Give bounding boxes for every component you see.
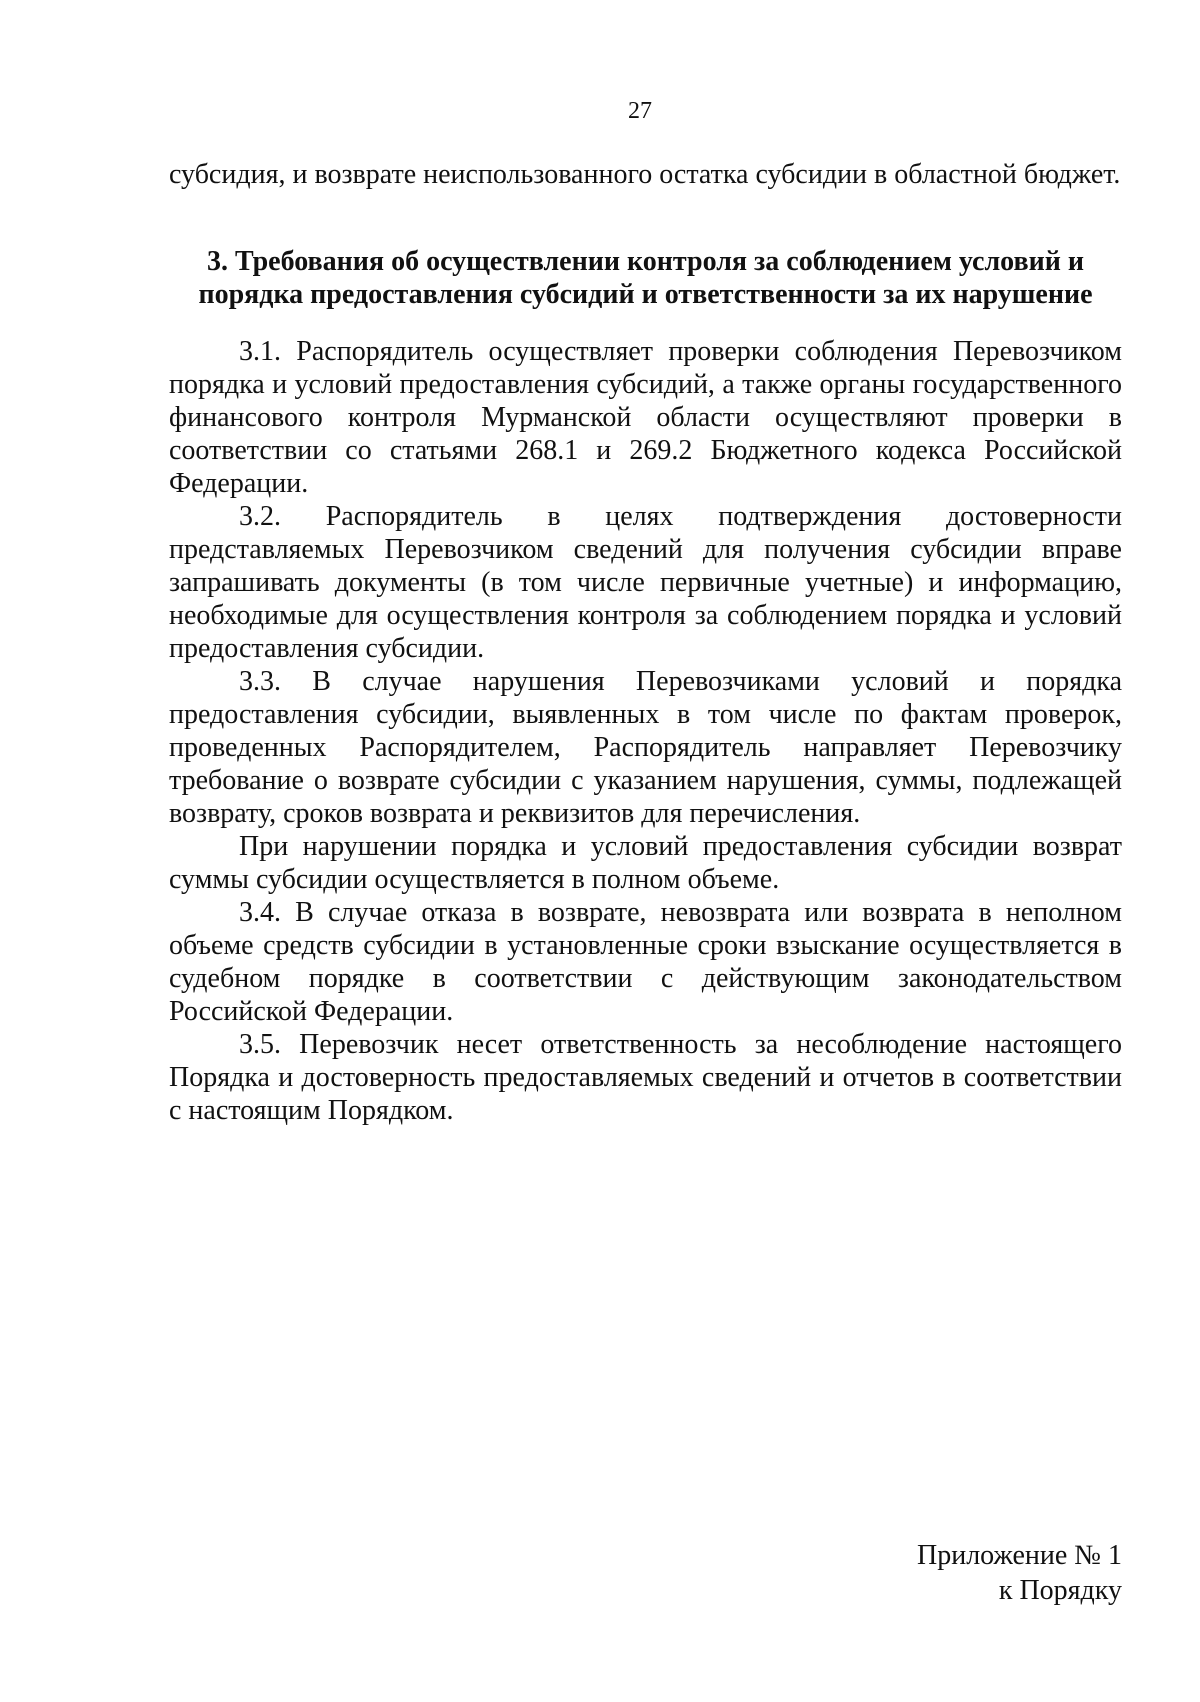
- paragraph-3-3-continued: При нарушении порядка и условий предоставления субсидии возврат суммы субсидии осуществляется в полном объеме.: [169, 831, 1122, 895]
- section-heading: [169, 245, 1122, 311]
- paragraph-3-5: 3.5. Перевозчик несет ответственность за несоблюдение настоящего Порядка и достоверность предоставляемых сведений и отчетов в соответствии с настоящим Порядком.: [169, 1029, 1122, 1126]
- paragraph-3-4: 3.4. В случае отказа в возврате, невозврата или возврата в неполном объеме средств субсидии в установленные сроки взыскание осуществляется в судебном порядке в соответствии с действующим законодательством Российской Федерации.: [169, 897, 1122, 1027]
- document-body: [169, 158, 1122, 1127]
- section-heading-line-2: порядка предоставления субсидий и ответственности за их нарушение: [198, 279, 1093, 310]
- annex-reference: [917, 1538, 1122, 1608]
- paragraph-3-3: 3.3. В случае нарушения Перевозчиками условий и порядка предоставления субсидии, выявленных в том числе по фактам проверок, проведенных Распорядителем, Распорядитель направляет Перевозчику требование о возврате субсидии с указанием нарушения, суммы, подлежащей возврату, сроков возврата и реквизитов для перечисления.: [169, 666, 1122, 829]
- annex-line-2: к Порядку: [998, 1575, 1122, 1606]
- paragraph-3-1: 3.1. Распорядитель осуществляет проверки соблюдения Перевозчиком порядка и условий предоставления субсидий, а также органы государственного финансового контроля Мурманской области осуществляют проверки в соответствии со статьями 268.1 и 269.2 Бюджетного кодекса Российской Федерации.: [169, 336, 1122, 499]
- section-heading-line-1: 3. Требования об осуществлении контроля за соблюдением условий и: [206, 246, 1084, 277]
- annex-line-1: Приложение № 1: [917, 1540, 1122, 1571]
- paragraph-3-2: 3.2. Распорядитель в целях подтверждения достоверности представляемых Перевозчиком сведений для получения субсидии вправе запрашивать документы (в том числе первичные учетные) и информацию, необходимые для осуществления контроля за соблюдением порядка и условий предоставления субсидии.: [169, 501, 1122, 664]
- page-number: 27: [628, 98, 652, 124]
- intro-paragraph: субсидия, и возврате неиспользованного остатка субсидии в областной бюджет.: [169, 159, 1121, 190]
